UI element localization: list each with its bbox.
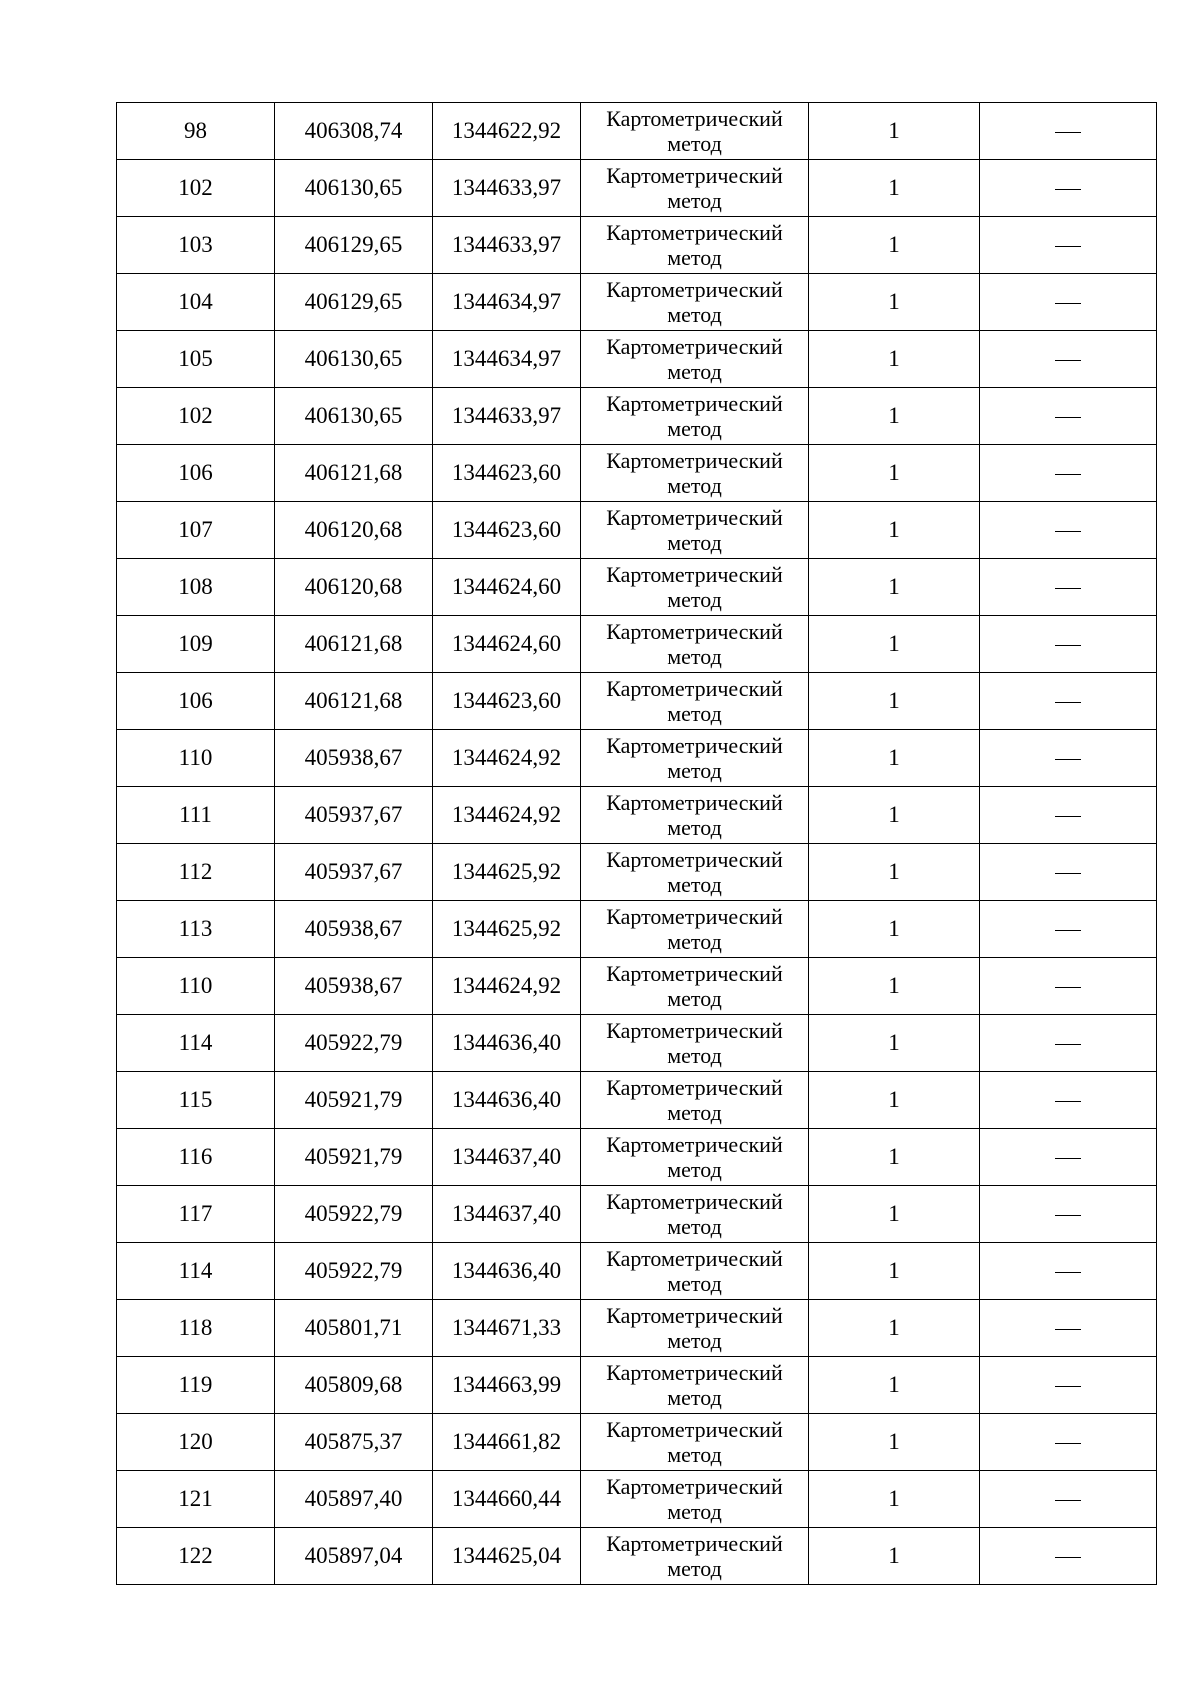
point-number-cell: 105: [117, 331, 275, 388]
point-number-cell: 107: [117, 502, 275, 559]
point-number-cell: 111: [117, 787, 275, 844]
accuracy-cell: 1: [809, 103, 980, 160]
dash-mark: [1055, 1386, 1081, 1387]
point-number-cell: 120: [117, 1414, 275, 1471]
accuracy-cell: 1: [809, 616, 980, 673]
accuracy-cell: 1: [809, 1129, 980, 1186]
description-cell: [980, 1471, 1157, 1528]
accuracy-cell: 1: [809, 331, 980, 388]
dash-mark: [1055, 132, 1081, 133]
table-row: [117, 274, 1157, 331]
description-cell: [980, 1357, 1157, 1414]
x-coordinate-cell: 405875,37: [275, 1414, 433, 1471]
point-number-cell: 102: [117, 388, 275, 445]
description-cell: [980, 388, 1157, 445]
method-cell: Картометрический метод: [581, 274, 809, 331]
y-coordinate-cell: 1344660,44: [433, 1471, 581, 1528]
table-row: [117, 1471, 1157, 1528]
x-coordinate-cell: 406121,68: [275, 673, 433, 730]
x-coordinate-cell: 406121,68: [275, 445, 433, 502]
dash-mark: [1055, 246, 1081, 247]
x-coordinate-cell: 405921,79: [275, 1129, 433, 1186]
accuracy-cell: 1: [809, 1243, 980, 1300]
method-cell: Картометрический метод: [581, 1186, 809, 1243]
method-cell: Картометрический метод: [581, 559, 809, 616]
dash-mark: [1055, 702, 1081, 703]
description-cell: [980, 901, 1157, 958]
point-number-cell: 109: [117, 616, 275, 673]
description-cell: [980, 1414, 1157, 1471]
table-row: [117, 1243, 1157, 1300]
x-coordinate-cell: 406120,68: [275, 559, 433, 616]
method-cell: Картометрический метод: [581, 1129, 809, 1186]
x-coordinate-cell: 405897,40: [275, 1471, 433, 1528]
point-number-cell: 115: [117, 1072, 275, 1129]
description-cell: [980, 217, 1157, 274]
description-cell: [980, 502, 1157, 559]
dash-mark: [1055, 873, 1081, 874]
point-number-cell: 103: [117, 217, 275, 274]
point-number-cell: 117: [117, 1186, 275, 1243]
y-coordinate-cell: 1344624,60: [433, 559, 581, 616]
y-coordinate-cell: 1344633,97: [433, 217, 581, 274]
point-number-cell: 122: [117, 1528, 275, 1585]
accuracy-cell: 1: [809, 1528, 980, 1585]
accuracy-cell: 1: [809, 1186, 980, 1243]
point-number-cell: 119: [117, 1357, 275, 1414]
y-coordinate-cell: 1344623,60: [433, 502, 581, 559]
description-cell: [980, 1243, 1157, 1300]
method-cell: Картометрический метод: [581, 844, 809, 901]
description-cell: [980, 1015, 1157, 1072]
table-row: [117, 730, 1157, 787]
accuracy-cell: 1: [809, 160, 980, 217]
description-cell: [980, 160, 1157, 217]
description-cell: [980, 958, 1157, 1015]
table-row: [117, 901, 1157, 958]
point-number-cell: 116: [117, 1129, 275, 1186]
table-row: [117, 1357, 1157, 1414]
y-coordinate-cell: 1344636,40: [433, 1015, 581, 1072]
method-cell: Картометрический метод: [581, 958, 809, 1015]
x-coordinate-cell: 406308,74: [275, 103, 433, 160]
x-coordinate-cell: 406129,65: [275, 217, 433, 274]
method-cell: Картометрический метод: [581, 502, 809, 559]
accuracy-cell: 1: [809, 1015, 980, 1072]
accuracy-cell: 1: [809, 1072, 980, 1129]
x-coordinate-cell: 405922,79: [275, 1015, 433, 1072]
point-number-cell: 114: [117, 1243, 275, 1300]
y-coordinate-cell: 1344624,92: [433, 958, 581, 1015]
point-number-cell: 114: [117, 1015, 275, 1072]
dash-mark: [1055, 816, 1081, 817]
y-coordinate-cell: 1344636,40: [433, 1072, 581, 1129]
table-row: [117, 103, 1157, 160]
description-cell: [980, 1129, 1157, 1186]
x-coordinate-cell: 406130,65: [275, 160, 433, 217]
dash-mark: [1055, 930, 1081, 931]
dash-mark: [1055, 303, 1081, 304]
method-cell: Картометрический метод: [581, 1471, 809, 1528]
description-cell: [980, 1528, 1157, 1585]
table-row: [117, 559, 1157, 616]
accuracy-cell: 1: [809, 1471, 980, 1528]
table-row: [117, 1186, 1157, 1243]
description-cell: [980, 844, 1157, 901]
x-coordinate-cell: 405921,79: [275, 1072, 433, 1129]
method-cell: Картометрический метод: [581, 1243, 809, 1300]
description-cell: [980, 103, 1157, 160]
dash-mark: [1055, 474, 1081, 475]
method-cell: Картометрический метод: [581, 331, 809, 388]
method-cell: Картометрический метод: [581, 787, 809, 844]
accuracy-cell: 1: [809, 901, 980, 958]
x-coordinate-cell: 405938,67: [275, 958, 433, 1015]
accuracy-cell: 1: [809, 1357, 980, 1414]
dash-mark: [1055, 1557, 1081, 1558]
accuracy-cell: 1: [809, 274, 980, 331]
dash-mark: [1055, 531, 1081, 532]
point-number-cell: 106: [117, 673, 275, 730]
table-row: [117, 787, 1157, 844]
description-cell: [980, 445, 1157, 502]
table-row: [117, 673, 1157, 730]
dash-mark: [1055, 189, 1081, 190]
x-coordinate-cell: 406130,65: [275, 388, 433, 445]
method-cell: Картометрический метод: [581, 103, 809, 160]
table-row: [117, 1414, 1157, 1471]
y-coordinate-cell: 1344624,92: [433, 730, 581, 787]
y-coordinate-cell: 1344636,40: [433, 1243, 581, 1300]
x-coordinate-cell: 405937,67: [275, 787, 433, 844]
y-coordinate-cell: 1344624,60: [433, 616, 581, 673]
y-coordinate-cell: 1344634,97: [433, 274, 581, 331]
x-coordinate-cell: 405938,67: [275, 730, 433, 787]
y-coordinate-cell: 1344625,04: [433, 1528, 581, 1585]
accuracy-cell: 1: [809, 673, 980, 730]
y-coordinate-cell: 1344637,40: [433, 1129, 581, 1186]
method-cell: Картометрический метод: [581, 1414, 809, 1471]
table-row: [117, 1072, 1157, 1129]
coordinates-table-body: [117, 103, 1157, 1585]
x-coordinate-cell: 406121,68: [275, 616, 433, 673]
method-cell: Картометрический метод: [581, 673, 809, 730]
method-cell: Картометрический метод: [581, 388, 809, 445]
method-cell: Картометрический метод: [581, 160, 809, 217]
y-coordinate-cell: 1344671,33: [433, 1300, 581, 1357]
x-coordinate-cell: 405897,04: [275, 1528, 433, 1585]
y-coordinate-cell: 1344633,97: [433, 160, 581, 217]
dash-mark: [1055, 417, 1081, 418]
y-coordinate-cell: 1344637,40: [433, 1186, 581, 1243]
dash-mark: [1055, 987, 1081, 988]
x-coordinate-cell: 405922,79: [275, 1186, 433, 1243]
y-coordinate-cell: 1344663,99: [433, 1357, 581, 1414]
dash-mark: [1055, 1272, 1081, 1273]
y-coordinate-cell: 1344633,97: [433, 388, 581, 445]
point-number-cell: 113: [117, 901, 275, 958]
accuracy-cell: 1: [809, 844, 980, 901]
description-cell: [980, 1186, 1157, 1243]
description-cell: [980, 331, 1157, 388]
point-number-cell: 106: [117, 445, 275, 502]
description-cell: [980, 274, 1157, 331]
y-coordinate-cell: 1344623,60: [433, 673, 581, 730]
method-cell: Картометрический метод: [581, 1300, 809, 1357]
table-row: [117, 217, 1157, 274]
table-row: [117, 1129, 1157, 1186]
table-row: [117, 958, 1157, 1015]
accuracy-cell: 1: [809, 958, 980, 1015]
dash-mark: [1055, 1500, 1081, 1501]
table-row: [117, 331, 1157, 388]
x-coordinate-cell: 406129,65: [275, 274, 433, 331]
accuracy-cell: 1: [809, 217, 980, 274]
point-number-cell: 110: [117, 730, 275, 787]
x-coordinate-cell: 405801,71: [275, 1300, 433, 1357]
point-number-cell: 118: [117, 1300, 275, 1357]
method-cell: Картометрический метод: [581, 901, 809, 958]
dash-mark: [1055, 1215, 1081, 1216]
dash-mark: [1055, 1158, 1081, 1159]
point-number-cell: 112: [117, 844, 275, 901]
method-cell: Картометрический метод: [581, 1015, 809, 1072]
accuracy-cell: 1: [809, 445, 980, 502]
dash-mark: [1055, 588, 1081, 589]
point-number-cell: 110: [117, 958, 275, 1015]
y-coordinate-cell: 1344624,92: [433, 787, 581, 844]
dash-mark: [1055, 1443, 1081, 1444]
x-coordinate-cell: 405938,67: [275, 901, 433, 958]
dash-mark: [1055, 1044, 1081, 1045]
accuracy-cell: 1: [809, 1300, 980, 1357]
y-coordinate-cell: 1344625,92: [433, 844, 581, 901]
dash-mark: [1055, 1329, 1081, 1330]
accuracy-cell: 1: [809, 502, 980, 559]
description-cell: [980, 730, 1157, 787]
description-cell: [980, 616, 1157, 673]
y-coordinate-cell: 1344622,92: [433, 103, 581, 160]
x-coordinate-cell: 405937,67: [275, 844, 433, 901]
x-coordinate-cell: 405922,79: [275, 1243, 433, 1300]
dash-mark: [1055, 1101, 1081, 1102]
dash-mark: [1055, 645, 1081, 646]
accuracy-cell: 1: [809, 787, 980, 844]
x-coordinate-cell: 406130,65: [275, 331, 433, 388]
table-row: [117, 616, 1157, 673]
method-cell: Картометрический метод: [581, 1528, 809, 1585]
table-row: [117, 1015, 1157, 1072]
method-cell: Картометрический метод: [581, 445, 809, 502]
point-number-cell: 121: [117, 1471, 275, 1528]
point-number-cell: 104: [117, 274, 275, 331]
accuracy-cell: 1: [809, 730, 980, 787]
description-cell: [980, 673, 1157, 730]
y-coordinate-cell: 1344625,92: [433, 901, 581, 958]
method-cell: Картометрический метод: [581, 1072, 809, 1129]
description-cell: [980, 787, 1157, 844]
point-number-cell: 98: [117, 103, 275, 160]
table-row: [117, 502, 1157, 559]
y-coordinate-cell: 1344661,82: [433, 1414, 581, 1471]
accuracy-cell: 1: [809, 1414, 980, 1471]
dash-mark: [1055, 360, 1081, 361]
accuracy-cell: 1: [809, 388, 980, 445]
method-cell: Картометрический метод: [581, 730, 809, 787]
description-cell: [980, 559, 1157, 616]
accuracy-cell: 1: [809, 559, 980, 616]
table-row: [117, 445, 1157, 502]
method-cell: Картометрический метод: [581, 1357, 809, 1414]
dash-mark: [1055, 759, 1081, 760]
point-number-cell: 102: [117, 160, 275, 217]
table-row: [117, 388, 1157, 445]
description-cell: [980, 1072, 1157, 1129]
y-coordinate-cell: 1344623,60: [433, 445, 581, 502]
x-coordinate-cell: 405809,68: [275, 1357, 433, 1414]
y-coordinate-cell: 1344634,97: [433, 331, 581, 388]
table-row: [117, 844, 1157, 901]
table-row: [117, 1528, 1157, 1585]
method-cell: Картометрический метод: [581, 616, 809, 673]
table-row: [117, 160, 1157, 217]
description-cell: [980, 1300, 1157, 1357]
coordinates-table: [116, 102, 1157, 1585]
method-cell: Картометрический метод: [581, 217, 809, 274]
point-number-cell: 108: [117, 559, 275, 616]
table-row: [117, 1300, 1157, 1357]
x-coordinate-cell: 406120,68: [275, 502, 433, 559]
